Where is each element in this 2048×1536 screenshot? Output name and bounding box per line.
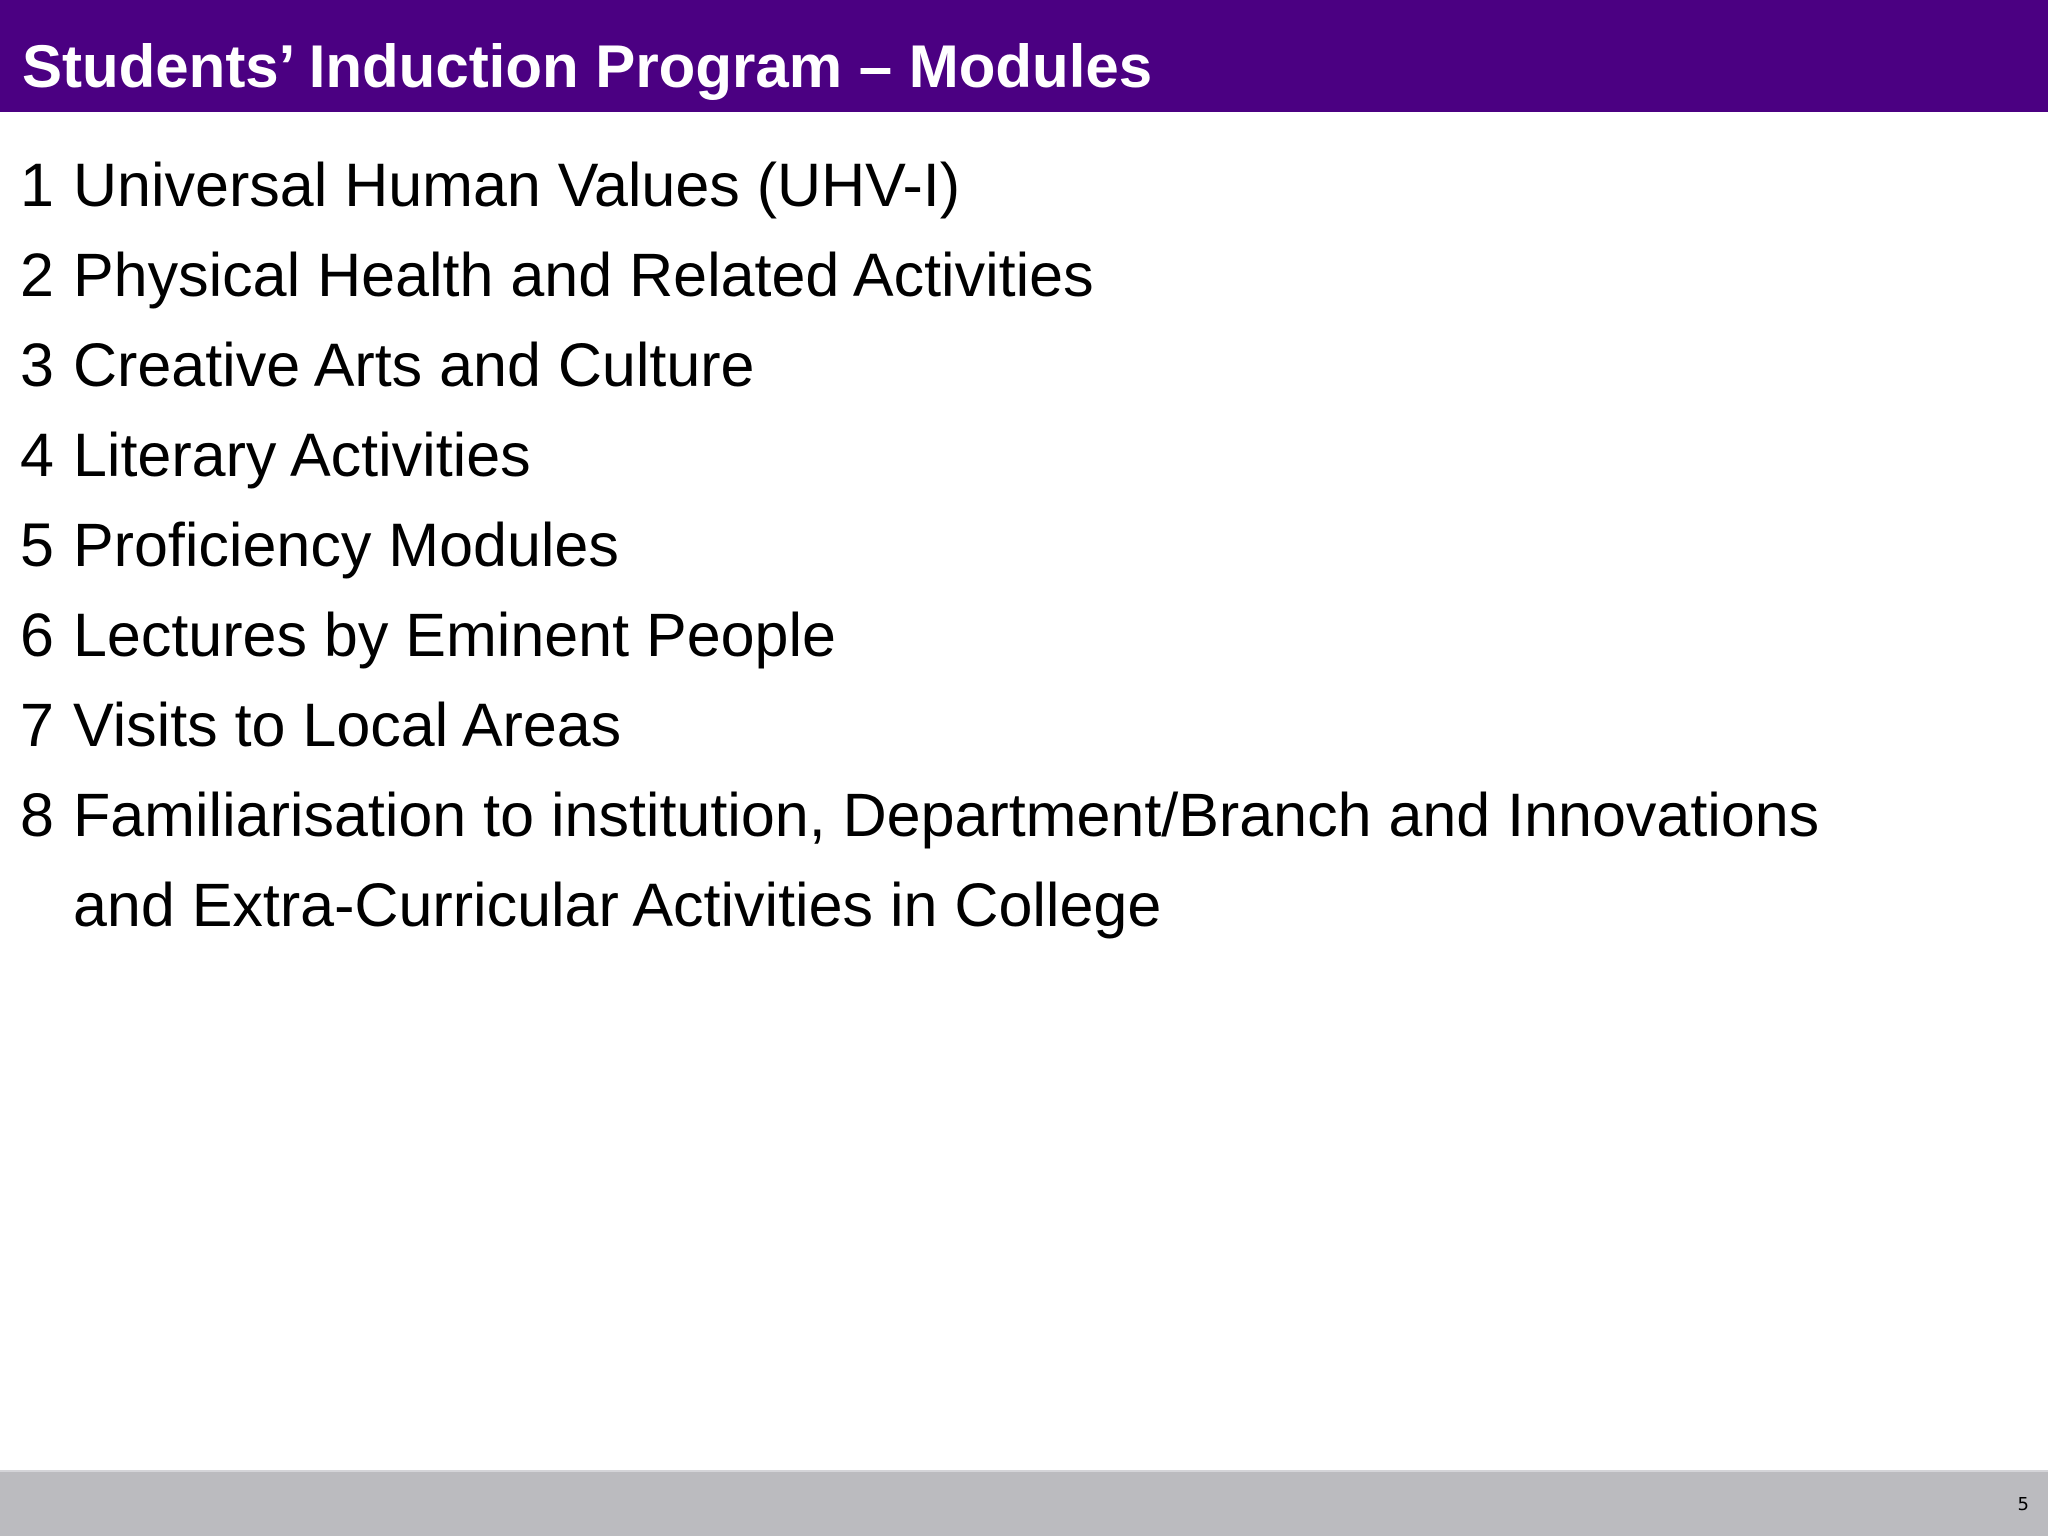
list-item — [0, 680, 2048, 770]
list-item — [0, 500, 2048, 590]
slide-number: 5 — [2017, 1494, 2029, 1515]
slide-title: Students’ Induction Program – Modules — [22, 33, 1153, 100]
item-number: 5 — [20, 511, 54, 579]
item-text: Visits to Local Areas — [73, 691, 622, 759]
item-number: 8 — [20, 781, 54, 849]
item-text: Creative Arts and Culture — [73, 331, 755, 399]
list-item — [0, 590, 2048, 680]
item-number: 6 — [20, 601, 54, 669]
footer-bar — [0, 1470, 2048, 1536]
item-text-continuation: and Extra-Curricular Activities in College — [73, 871, 1162, 939]
list-item — [0, 770, 2048, 950]
item-text: Universal Human Values (UHV-I) — [73, 151, 961, 219]
list-item — [0, 320, 2048, 410]
item-text: Literary Activities — [73, 421, 531, 489]
item-number: 2 — [20, 241, 54, 309]
title-bar — [0, 0, 2048, 112]
item-number: 3 — [20, 331, 54, 399]
item-text: Physical Health and Related Activities — [73, 241, 1094, 309]
item-number: 7 — [20, 691, 54, 759]
item-number: 1 — [20, 151, 54, 219]
item-text: Lectures by Eminent People — [73, 601, 836, 669]
list-item — [0, 410, 2048, 500]
list-item — [0, 140, 2048, 230]
item-number: 4 — [20, 421, 54, 489]
item-text: Familiarisation to institution, Department/Branch and Innovations — [73, 781, 1820, 849]
module-list — [0, 140, 2048, 950]
list-item — [0, 230, 2048, 320]
item-text: Proficiency Modules — [73, 511, 619, 579]
